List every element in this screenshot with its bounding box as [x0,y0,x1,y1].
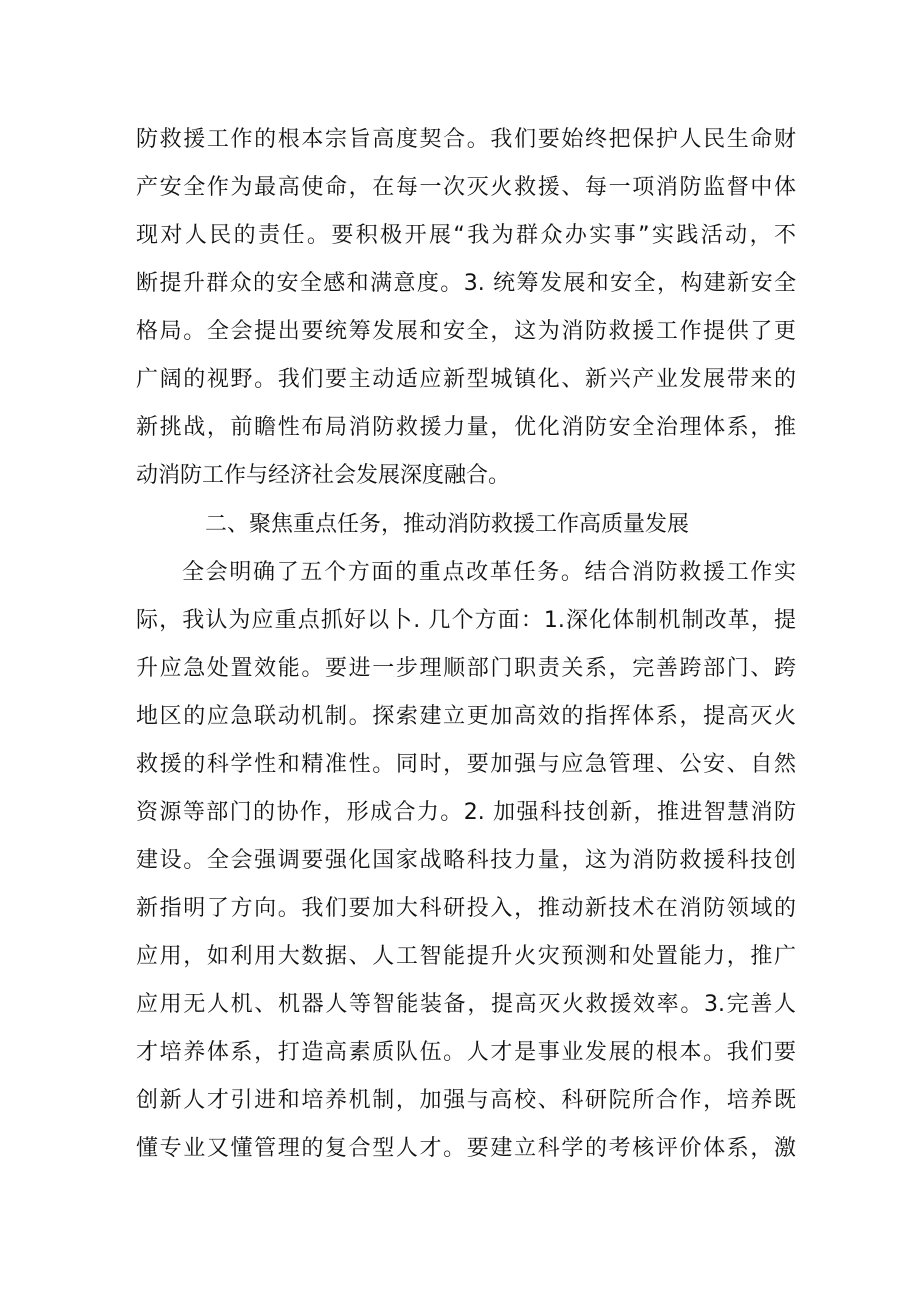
body-line: 建设。全会强调要强化国家战略科技力量，这为消防救援科技创 [136,848,796,873]
body-line: 升应急处置效能。要进一步理顺部门职责关系，完善跨部门、跨 [136,656,796,681]
body-line: 地区的应急联动机制。探索建立更加高效的指挥体系，提高灭火 [136,704,796,729]
body-line: 断提升群众的安全感和满意度。3. 统筹发展和安全，构建新安全 [136,271,796,296]
body-line: 资源等部门的协作，形成合力。2. 加强科技创新，推进智慧消防 [136,800,796,825]
body-line: 新指明了方向。我们要加大科研投入，推动新技术在消防领域的 [136,896,796,921]
body-line: 际，我认为应重点抓好以卜. 几个方面：1.深化体制机制改革，提 [136,608,796,633]
body-line: 广阔的视野。我们要主动适应新型城镇化、新兴产业发展带来的 [136,367,796,392]
body-line: 产安全作为最高使命，在每一次灭火救援、每一项消防监督中体 [136,175,796,200]
body-line: 懂专业又懂管理的复合型人才。要建立科学的考核评价体系，激 [136,1136,796,1161]
body-line: 创新人才引进和培养机制，加强与高校、科研院所合作，培养既 [136,1088,796,1113]
body-line: 现对人民的责任。要积极开展“我为群众办实事”实践活动，不 [136,223,796,248]
body-line: 防救援工作的根本宗旨高度契合。我们要始终把保护人民生命财 [136,127,796,152]
body-line: 格局。全会提出要统筹发展和安全，这为消防救援工作提供了更 [136,319,796,344]
body-line: 动消防工作与经济社会发展深度融合。 [136,463,511,488]
body-line: 才培养体系，打造高素质队伍。人才是事业发展的根本。我们要 [136,1040,796,1065]
body-line: 应用，如利用大数据、人工智能提升火灾预测和处置能力，推广 [136,944,796,969]
body-line: 新挑战，前瞻性布局消防救援力量，优化消防安全治理体系，推 [136,415,796,440]
section-heading: 二、聚焦重点任务，推动消防救援工作高质量发展 [205,512,690,537]
body-line: 应用无人机、机器人等智能装备，提高灭火救援效率。3.完善人 [136,992,796,1017]
body-line: 救援的科学性和精准性。同时，要加强与应急管理、公安、自然 [136,752,796,777]
body-line: 全会明确了五个方面的重点改革任务。结合消防救援工作实 [182,560,796,585]
